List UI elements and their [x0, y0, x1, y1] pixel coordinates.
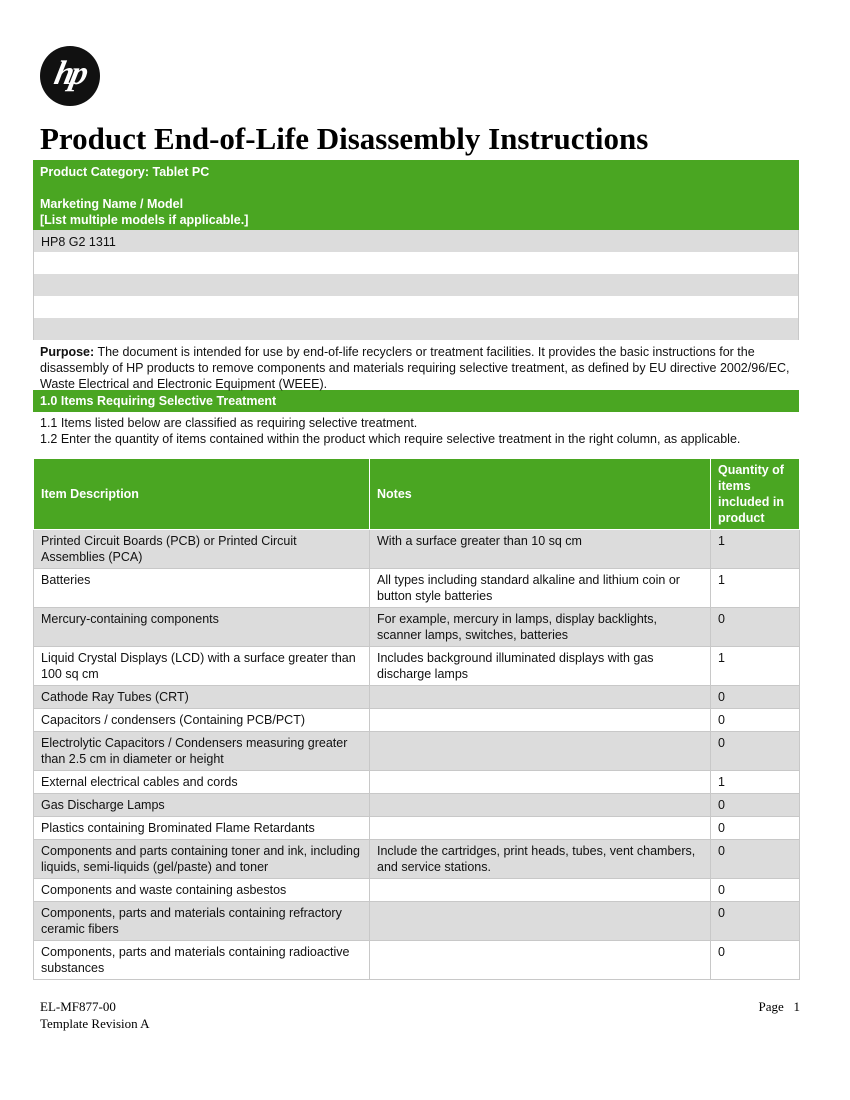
section-heading: 1.0 Items Requiring Selective Treatment	[33, 390, 799, 412]
item-quantity: 0	[711, 902, 800, 941]
header-item-description: Item Description	[34, 459, 370, 530]
item-description: Plastics containing Brominated Flame Retardants	[34, 817, 370, 840]
page-number: 1	[793, 999, 800, 1014]
header-quantity: Quantity of items included in product	[711, 459, 800, 530]
template-revision: Template Revision A	[40, 1016, 150, 1031]
item-quantity: 0	[711, 794, 800, 817]
item-quantity: 1	[711, 530, 800, 569]
item-quantity: 0	[711, 686, 800, 709]
item-quantity: 0	[711, 732, 800, 771]
item-description: Gas Discharge Lamps	[34, 794, 370, 817]
model-row: HP8 G2 1311	[33, 230, 799, 252]
item-quantity: 0	[711, 840, 800, 879]
purpose-text: The document is intended for use by end-of-life recyclers or treatment facilities. It provides the basic instructions for the disassembly of HP products to remove components and materials requiring selective treatment, as defined by EU directive 2002/96/EC, Waste Electrical and Electronic Equipment (WEEE).	[40, 345, 790, 391]
table-row	[34, 817, 800, 840]
section-intro	[33, 412, 799, 458]
item-description: Components, parts and materials containing radioactive substances	[34, 941, 370, 980]
item-quantity: 0	[711, 879, 800, 902]
item-notes	[370, 879, 711, 902]
table-row	[34, 647, 800, 686]
item-notes	[370, 686, 711, 709]
table-row	[34, 879, 800, 902]
selective-treatment-table	[33, 458, 800, 980]
item-notes: Includes background illuminated displays with gas discharge lamps	[370, 647, 711, 686]
marketing-name-label: Marketing Name / Model	[40, 197, 184, 211]
model-row	[33, 252, 799, 274]
category-header	[33, 160, 799, 230]
item-description: Capacitors / condensers (Containing PCB/PCT)	[34, 709, 370, 732]
item-notes	[370, 817, 711, 840]
item-notes	[370, 794, 711, 817]
hp-logo-text: hp	[51, 55, 89, 92]
item-description: Components and parts containing toner and ink, including liquids, semi-liquids (gel/paste) and toner	[34, 840, 370, 879]
item-notes	[370, 902, 711, 941]
item-notes	[370, 732, 711, 771]
model-row	[33, 274, 799, 296]
table-row	[34, 902, 800, 941]
table-row	[34, 608, 800, 647]
item-description: Printed Circuit Boards (PCB) or Printed Circuit Assemblies (PCA)	[34, 530, 370, 569]
item-description: Liquid Crystal Displays (LCD) with a surface greater than 100 sq cm	[34, 647, 370, 686]
purpose-paragraph	[33, 340, 799, 390]
table-body	[34, 530, 800, 980]
item-notes	[370, 941, 711, 980]
item-quantity: 0	[711, 817, 800, 840]
item-description: External electrical cables and cords	[34, 771, 370, 794]
item-quantity: 0	[711, 709, 800, 732]
item-description: Components, parts and materials containing refractory ceramic fibers	[34, 902, 370, 941]
hp-logo	[40, 46, 100, 106]
item-notes: With a surface greater than 10 sq cm	[370, 530, 711, 569]
item-notes: Include the cartridges, print heads, tubes, vent chambers, and service stations.	[370, 840, 711, 879]
model-row	[33, 296, 799, 318]
item-quantity: 0	[711, 941, 800, 980]
item-quantity: 1	[711, 569, 800, 608]
item-description: Batteries	[34, 569, 370, 608]
item-quantity: 1	[711, 771, 800, 794]
table-row	[34, 709, 800, 732]
table-row	[34, 771, 800, 794]
table-row	[34, 794, 800, 817]
item-notes	[370, 709, 711, 732]
document-body	[33, 160, 799, 980]
table-row	[34, 686, 800, 709]
purpose-label: Purpose:	[40, 345, 95, 359]
item-notes: For example, mercury in lamps, display backlights, scanner lamps, switches, batteries	[370, 608, 711, 647]
item-description: Components and waste containing asbestos	[34, 879, 370, 902]
document-id: EL-MF877-00	[40, 999, 116, 1014]
item-notes: All types including standard alkaline and lithium coin or button style batteries	[370, 569, 711, 608]
product-category: Product Category: Tablet PC	[40, 165, 210, 179]
table-row	[34, 941, 800, 980]
table-row	[34, 732, 800, 771]
item-quantity: 1	[711, 647, 800, 686]
header-notes: Notes	[370, 459, 711, 530]
item-description: Mercury-containing components	[34, 608, 370, 647]
page-label: Page	[758, 999, 784, 1014]
item-description: Electrolytic Capacitors / Condensers measuring greater than 2.5 cm in diameter or height	[34, 732, 370, 771]
page-title: Product End-of-Life Disassembly Instructions	[40, 121, 649, 156]
item-description: Cathode Ray Tubes (CRT)	[34, 686, 370, 709]
intro-line-1: 1.1 Items listed below are classified as requiring selective treatment.	[40, 416, 418, 430]
table-row	[34, 840, 800, 879]
marketing-name-note: [List multiple models if applicable.]	[40, 213, 249, 227]
item-quantity: 0	[711, 608, 800, 647]
table-row	[34, 569, 800, 608]
model-row	[33, 318, 799, 340]
intro-line-2: 1.2 Enter the quantity of items contained within the product which require selective treatment in the right column, as applicable.	[40, 432, 741, 446]
item-notes	[370, 771, 711, 794]
footer-left	[40, 998, 150, 1032]
page-indicator	[758, 998, 800, 1015]
table-row	[34, 530, 800, 569]
